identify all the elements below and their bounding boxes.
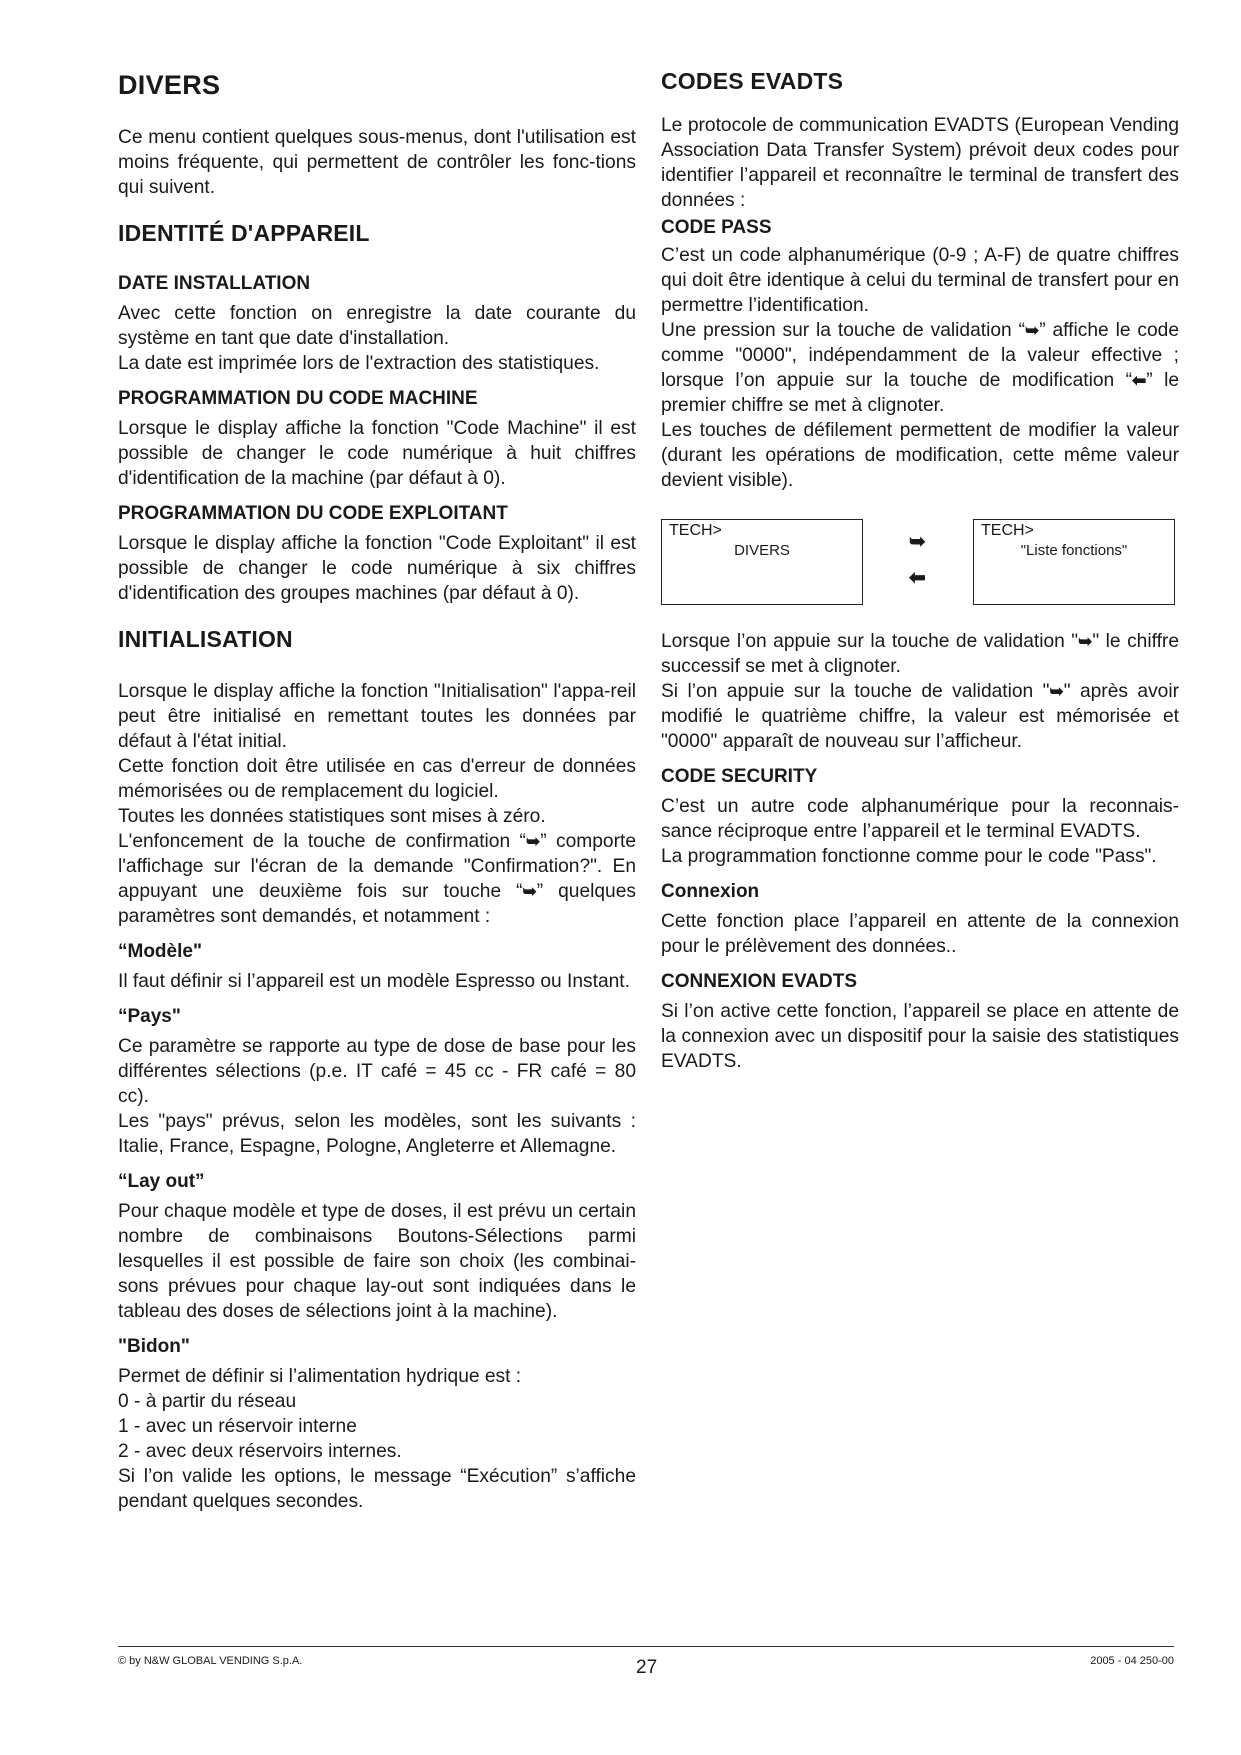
footer-doc-code: 2005 - 04 250-00 [1090, 1655, 1174, 1667]
bidon-option-2: 2 - avec deux réservoirs internes. [118, 1441, 402, 1462]
subheading-layout: “Lay out” [118, 1171, 205, 1192]
subheading-code-security: CODE SECURITY [661, 766, 818, 787]
bidon-text-1: Permet de définir si l’alimentation hydrique est : [118, 1366, 522, 1387]
subheading-code-pass: CODE PASS [661, 217, 772, 238]
subheading-code-exploitant: PROGRAMMATION DU CODE EXPLOITANT [118, 503, 508, 524]
page-number: 27 [636, 1657, 658, 1678]
confirm-arrow-icon: ➥ [909, 531, 926, 553]
section-title-identite: IDENTITÉ D'APPAREIL [118, 220, 370, 246]
modify-arrow-icon: ⬅ [1132, 371, 1147, 390]
modify-arrow-icon: ⬅ [909, 567, 926, 589]
section-title-codes-evadts: CODES EVADTS [661, 68, 844, 94]
display-screen-line-1: TECH> [981, 522, 1034, 539]
init-text-4: L'enfoncement de la touche de confirmation “➥” comporte l'affichage sur l'écran de la demande "Confirmation?". En appuyant une deuxième fois sur touche “➥” quelques paramètres sont demandés, et notamment : [118, 831, 636, 927]
code-machine-text: Lorsque le display affiche la fonction "Code Machine" il est possible de changer le code numérique à huit chiffres d'identification de la machine (par défaut à 0). [118, 418, 636, 489]
code-security-text-1: C’est un autre code alphanumérique pour la reconnais-sance réciproque entre l’appareil et le terminal EVADTS. [661, 796, 1179, 842]
footer-copyright: © by N&W GLOBAL VENDING S.p.A. [118, 1655, 303, 1667]
date-installation-text-1: Avec cette fonction on enregistre la date courante du système en tant que date d'installation. [118, 303, 636, 349]
confirm-arrow-icon: ➥ [1078, 632, 1093, 651]
display-diagram [661, 519, 1179, 609]
subheading-connexion-evadts: CONNEXION EVADTS [661, 971, 858, 992]
code-pass-text-3: Les touches de défilement permettent de modifier la valeur (durant les opérations de modification, cette même valeur devient visible). [661, 420, 1179, 491]
display-screen-divers [661, 519, 863, 605]
page-footer [118, 1646, 1174, 1678]
connexion-text: Cette fonction place l’appareil en attente de la connexion pour le prélèvement des données.. [661, 911, 1179, 957]
display-screen-line-2: DIVERS [734, 542, 790, 559]
date-installation-text-2: La date est imprimée lors de l'extraction des statistiques. [118, 353, 600, 374]
layout-text: Pour chaque modèle et type de doses, il est prévu un certain nombre de combinaisons Boutons-Sélections parmi lesquelles il est possible de faire son choix (les combinai-sons prévues pour chaque lay-out sont indiquées dans le tableau des doses de sélections joint à la machine). [118, 1201, 636, 1322]
confirm-arrow-icon: ➥ [1049, 682, 1064, 701]
section-title-initialisation: INITIALISATION [118, 626, 293, 652]
validation-text-1: Lorsque l’on appuie sur la touche de validation "➥" le chiffre successif se met à clignoter. [661, 631, 1179, 677]
display-screen-line-1: TECH> [669, 522, 722, 539]
init-text-2: Cette fonction doit être utilisée en cas d'erreur de données mémorisées ou de remplacement du logiciel. [118, 756, 636, 802]
code-exploitant-text: Lorsque le display affiche la fonction "Code Exploitant" il est possible de changer le code numérique à six chiffres d'identification des groupes machines (par défaut à 0). [118, 533, 636, 604]
pays-text-2: Les "pays" prévus, selon les modèles, sont les suivants : Italie, France, Espagne, Pologne, Angleterre et Allemagne. [118, 1111, 636, 1157]
modele-text: Il faut définir si l’appareil est un modèle Espresso ou Instant. [118, 971, 630, 992]
evadts-intro: Le protocole de communication EVADTS (European Vending Association Data Transfer System) prévoit deux codes pour identifier l’appareil et reconnaître le terminal de transfert des données : [661, 115, 1179, 211]
confirm-arrow-icon: ➥ [525, 832, 541, 851]
divers-intro: Ce menu contient quelques sous-menus, dont l'utilisation est moins fréquente, qui permettent de contrôler les fonc-tions qui suivent. [118, 127, 636, 198]
display-screen-liste-fonctions [973, 519, 1175, 605]
subheading-connexion: Connexion [661, 881, 760, 902]
section-title-divers: DIVERS [118, 70, 221, 100]
left-column [118, 62, 636, 1514]
confirm-arrow-icon: ➥ [522, 882, 537, 901]
right-column [661, 62, 1179, 1074]
bidon-text-2: Si l’on valide les options, le message “Exécution” s’affiche pendant quelques secondes. [118, 1466, 636, 1512]
bidon-option-1: 1 - avec un réservoir interne [118, 1416, 357, 1437]
code-pass-text-1: C’est un code alphanumérique (0-9 ; A-F) de quatre chiffres qui doit être identique à celui du terminal de transfert pour en permettre l’identification. [661, 245, 1179, 316]
validation-text-2: Si l’on appuie sur la touche de validation "➥" après avoir modifié le quatrième chiffre, la valeur est mémorisée et "0000" apparaît de nouveau sur l’afficheur. [661, 681, 1179, 752]
init-text-1: Lorsque le display affiche la fonction "Initialisation" l'appa-reil peut être initialisé en remettant toutes les données par défaut à l'état initial. [118, 681, 636, 752]
code-pass-text-2: Une pression sur la touche de validation “➥” affiche le code comme "0000", indépendamment de la valeur effective ; lorsque l’on appuie sur la touche de modification “⬅” le premier chiffre se met à clignoter. [661, 320, 1180, 416]
connexion-evadts-text: Si l’on active cette fonction, l’appareil se place en attente de la connexion avec un dispositif pour la saisie des statistiques EVADTS. [661, 1001, 1179, 1072]
subheading-modele: “Modèle" [118, 941, 202, 962]
init-text-3: Toutes les données statistiques sont mises à zéro. [118, 806, 546, 827]
confirm-arrow-icon: ➥ [1024, 321, 1040, 340]
bidon-option-0: 0 - à partir du réseau [118, 1391, 297, 1412]
subheading-code-machine: PROGRAMMATION DU CODE MACHINE [118, 388, 478, 409]
subheading-bidon: "Bidon" [118, 1336, 190, 1357]
subheading-date-installation: DATE INSTALLATION [118, 273, 311, 294]
subheading-pays: “Pays" [118, 1006, 181, 1027]
pays-text-1: Ce paramètre se rapporte au type de dose de base pour les différentes sélections (p.e. IT café = 45 cc - FR café = 80 cc). [118, 1036, 636, 1107]
display-screen-line-2: "Liste fonctions" [1020, 542, 1128, 559]
code-security-text-2: La programmation fonctionne comme pour le code "Pass". [661, 846, 1157, 867]
